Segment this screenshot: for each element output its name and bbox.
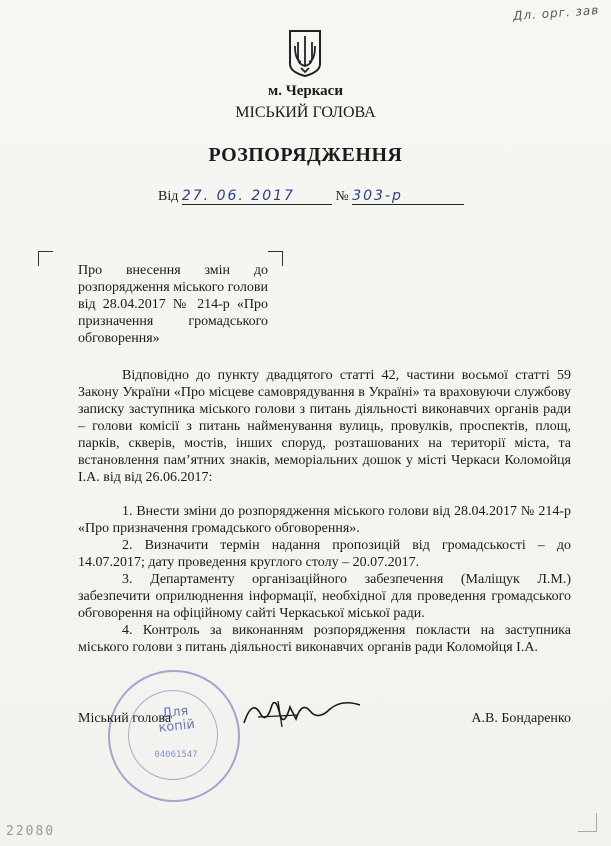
stamp-code: 04061547 [154, 750, 198, 760]
document-subject: Про внесення змін до розпорядження міського голови від 28.04.2017 № 214-р «Про призначення громадського обговорення» [78, 263, 268, 346]
subject-corner-right [268, 251, 283, 266]
coat-of-arms-icon [287, 28, 323, 78]
signer-name: А.В. Бондаренко [471, 711, 571, 726]
stamp-label: Для копій [157, 703, 196, 736]
handwritten-signature [238, 693, 368, 733]
date-label: Від [158, 189, 179, 204]
signer-position: Міський голова [78, 711, 172, 726]
preamble-paragraph: Відповідно до пункту двадцятого статті 42, частини восьмої статті 59 Закону України «Про місцеве самоврядування в Україні» та враховуючи службову записку заступника міського голови з питань діяльності виконавчих органів ради – голови комісії з питань найменування вулиць, провулків, проспектів, площ, парків, скверів, мостів, інших споруд, розташованих на території міста, та встановлення пам’ятних знаків, меморіальних дошок у місті Черкаси Коломойця І.А. від від 26.06.2017: [78, 368, 571, 485]
item-paragraph: 1. Внести зміни до розпорядження міського голови від 28.04.2017 № 214-р «Про призначення громадського обговорення». [78, 504, 571, 536]
document-body [78, 367, 571, 656]
document-type-title: РОЗПОРЯДЖЕННЯ [208, 144, 403, 166]
number-value: 303-р [352, 188, 464, 205]
city-name: м. Черкаси [268, 83, 343, 99]
page-corner-mark [578, 813, 597, 832]
number-label: № [335, 189, 349, 204]
item-paragraph: 3. Департаменту організаційного забезпечення (Маліщук Л.М.) забезпечити оприлюднення інформації, необхідної для проведення громадського обговорення на офіційному сайті Черкаської міської ради. [78, 572, 571, 621]
item-paragraph: 2. Визначити термін надання пропозицій від громадськості – до 14.07.2017; дату проведення круглого столу – 20.07.2017. [78, 538, 571, 570]
date-number-line [158, 188, 464, 205]
subject-corner-left [38, 251, 53, 266]
handwritten-note: Дл. орг. зав [512, 3, 600, 23]
footer-doc-number: 22080 [6, 824, 56, 839]
date-value: 27. 06. 2017 [182, 188, 332, 205]
item-paragraph: 4. Контроль за виконанням розпорядження покласти на заступника міського голови з питань діяльності виконавчих органів ради Коломойця І.А. [78, 623, 571, 655]
authority-title: МІСЬКИЙ ГОЛОВА [235, 104, 376, 121]
copy-stamp [108, 670, 240, 802]
